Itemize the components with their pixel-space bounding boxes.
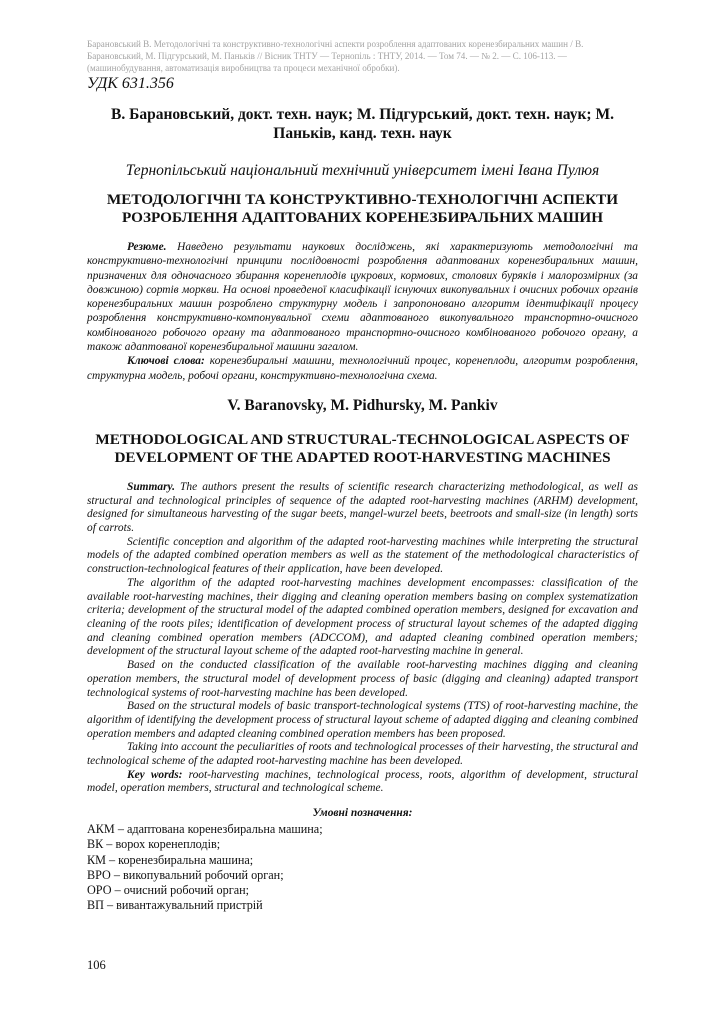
summary-paragraph: The algorithm of the adapted root-harvesting machines development encompasses: classification of the available root-harvesting machines, their digging and cleaning operation members basing on complex systematization criteria; development of the structural model of the adapted combined operation members, designed for excavation and cleaning of the roots piles; identification of development process of structural layout schemes of the adapted digging and cleaning combined operation members (ADCCOM), and adapted cleaning combined operation members; development of the structural layout scheme of the adapted root-harvesting machine in general. (87, 576, 638, 658)
citation-header: Барановський В. Методологічні та конструктивно-технологічні аспекти розроблення адаптованих коренезбиральних машин / В. Барановський, М. Підгурський, М. Паньків // Вісник ТНТУ — Тернопіль : ТНТУ, 2014. — Том 74. — № 2. — С. 106-113. — (машинобудування, автоматизація виробництва та процеси механічної обробки). (87, 39, 584, 73)
summary-paragraph: Based on the structural models of basic transport-technological systems (TTS) of root-harvesting machine, the algorithm of identifying the development process of structural layout scheme of adapted digging and cleaning combined operation members and adapted cleaning combined operation members has been proposed. (87, 700, 638, 740)
abstract-ukrainian (87, 240, 638, 383)
title-ukrainian: МЕТОДОЛОГІЧНІ ТА КОНСТРУКТИВНО-ТЕХНОЛОГІЧНІ АСПЕКТИ РОЗРОБЛЕННЯ АДАПТОВАНИХ КОРЕНЕЗБИРАЛЬНИХ МАШИН (106, 191, 619, 226)
paper-page (87, 38, 638, 913)
summary-english (87, 481, 638, 796)
summary-paragraph: Scientific conception and algorithm of the adapted root-harvesting machines while interpreting the structural models of the adapted combined operation members as well as the statement of the methodological characteristics of construction-technological features of their application, have been developed. (87, 535, 638, 576)
notation-item: ВК – ворох коренеплодів; (87, 837, 221, 852)
abstract-ua-label: Резюме. (127, 241, 167, 253)
abstract-ua-text: Наведено результати наукових досліджень, які характеризують методологічні та конструктивно-технологічні принципи послідовності розроблення адаптованих коренезбиральних машин, призначених для одночасного збирання коренеплодів цукрових, кормових, столових буряків і малорозмірних (за довжиною) сортів моркви. На основі проведеної класифікації існуючих викопувальних і очисних робочих органів коренезбиральних машин розроблено структурну модель і запропоновано алгоритм ідентифікації процесу розроблення конструктивно-компонувальної схеми адаптованого викопувального транспортно-очисного комбінованого робочого органу та адаптованого транспортно-очисного комбінованого робочого органу, а також адаптованої коренезбиральної машини загалом. (87, 241, 638, 354)
summary-paragraph: Based on the conducted classification of the available root-harvesting machines digging and cleaning operation members, the structural model of development process of basic (digging and cleaning) adapted transport technological systems of root-harvesting machine has been developed. (87, 659, 638, 699)
affiliation: Тернопільський національний технічний університет імені Івана Пулюя (125, 162, 600, 179)
notation-item: ОРО – очисний робочий орган; (87, 882, 250, 897)
summary-paragraph (87, 481, 638, 536)
keywords-ua-text: коренезбиральні машини, технологічний процес, коренеплоди, алгоритм розроблення, структурна модель, робочі органи, конструктивно-технологічна схема. (87, 355, 638, 382)
notation-item: КМ – коренезбиральна машина; (87, 852, 254, 867)
keywords-en-text: root-harvesting machines, technological process, roots, algorithm of development, structural model, operation members, structural and technological scheme. (87, 768, 638, 795)
authors-ukrainian: В. Барановський, докт. техн. наук; М. Підгурський, докт. техн. наук; М. Паньків, канд. техн. наук (111, 106, 614, 142)
summary-paragraph: Taking into account the peculiarities of roots and technological processes of their harvesting, the structural and technological scheme of the adapted root-harvesting machine has been developed. (87, 741, 638, 768)
page-number: 106 (87, 958, 106, 972)
notations-title: Умовні позначення: (312, 807, 413, 820)
authors-english: V. Baranovsky, M. Pidhursky, M. Pankiv (227, 396, 498, 414)
keywords-en-label: Key words: (127, 768, 183, 781)
notation-item: ВП – вивантажувальний пристрій (87, 898, 263, 913)
summary-label: Summary. (127, 480, 175, 493)
notation-item: АКМ – адаптована коренезбиральна машина; (87, 822, 323, 837)
keywords-ua-paragraph (87, 354, 638, 383)
keywords-en-paragraph (87, 769, 638, 796)
notation-item: ВРО – викопувальний робочий орган; (87, 867, 284, 882)
notations-list (87, 822, 638, 913)
udc-code: УДК 631.356 (87, 75, 174, 92)
keywords-ua-label: Ключові слова: (127, 355, 205, 368)
title-english: METHODOLOGICAL AND STRUCTURAL-TECHNOLOGICAL ASPECTS OF DEVELOPMENT OF THE ADAPTED ROOT-HARVESTING MACHINES (95, 430, 630, 466)
summary-text-1: The authors present the results of scientific research characterizing methodological, as well as structural and technological principles of sequence of the adapted root-harvesting machines (ARHM) development, designed for simultaneous harvesting of the sugar beets, mangel-wurzel beets, beetroots and small-size (in length) sorts of carrots. (87, 480, 638, 535)
abstract-ua-paragraph (87, 240, 638, 354)
